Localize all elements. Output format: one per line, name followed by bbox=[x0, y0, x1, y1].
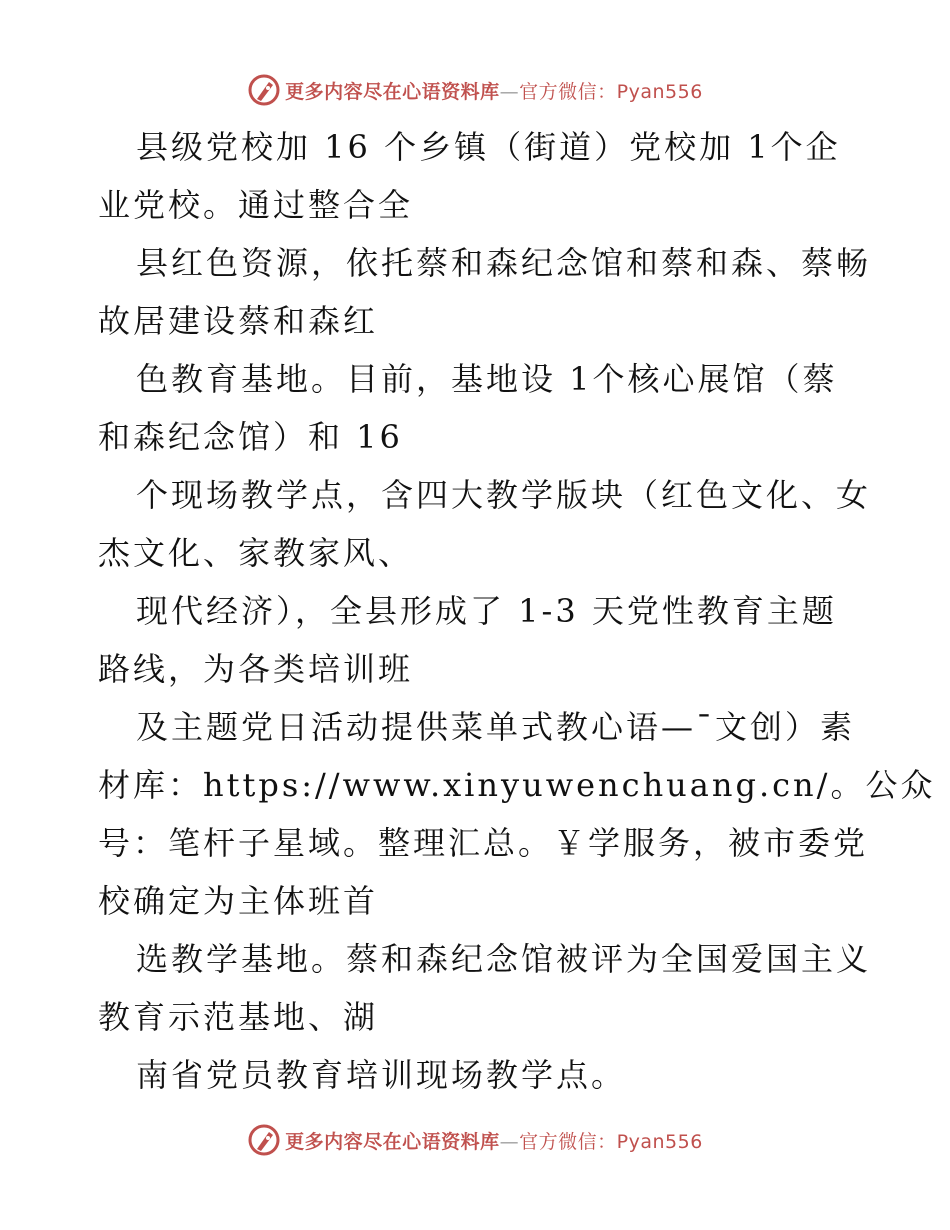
paragraph bbox=[98, 118, 858, 234]
watermark-suffix: 官方微信：Pyan556 bbox=[519, 80, 703, 103]
watermark-separator: — bbox=[499, 1130, 520, 1153]
text-line: 校确定为主体班首 bbox=[98, 882, 379, 920]
watermark-main: 更多内容尽在心语资料库 bbox=[285, 80, 500, 103]
text-line: 县级党校加 16 个乡镇（街道）党校加 1个企 bbox=[136, 128, 841, 166]
watermark-main: 更多内容尽在心语资料库 bbox=[285, 1130, 500, 1153]
text-line: 和森纪念馆）和 16 bbox=[98, 418, 403, 456]
watermark-suffix: 官方微信：Pyan556 bbox=[519, 1130, 703, 1153]
text-line: 选教学基地。蔡和森纪念馆被评为全国爱国主义 bbox=[136, 940, 872, 978]
text-line: 及主题党日活动提供菜单式教心语—¯文创）素 bbox=[136, 708, 856, 746]
text-line: 个现场教学点，含四大教学版块（红色文化、女 bbox=[136, 476, 872, 514]
text-line: 路线，为各类培训班 bbox=[98, 650, 414, 688]
text-line: 色教育基地。目前，基地设 1个核心展馆（蔡 bbox=[136, 360, 838, 398]
text-line: 现代经济），全县形成了 1-3 天党性教育主题 bbox=[136, 592, 837, 630]
text-line: 号：笔杆子星域。整理汇总。￥学服务，被市委党 bbox=[98, 824, 869, 862]
header-watermark bbox=[0, 70, 950, 110]
text-line: 业党校。通过整合全 bbox=[98, 186, 414, 224]
pen-nib-logo-icon bbox=[247, 1123, 281, 1157]
text-line: 县红色资源，依托蔡和森纪念馆和蔡和森、蔡畅 bbox=[136, 244, 872, 282]
text-line: 教育示范基地、湖 bbox=[98, 998, 379, 1036]
footer-watermark bbox=[0, 1120, 950, 1160]
paragraph bbox=[98, 582, 858, 698]
paragraph bbox=[98, 930, 872, 1046]
paragraph bbox=[98, 234, 872, 350]
document-body bbox=[98, 118, 936, 1104]
paragraph bbox=[98, 698, 936, 930]
watermark-text bbox=[285, 1127, 703, 1154]
text-line: 杰文化、家教家风、 bbox=[98, 534, 414, 572]
watermark-separator: — bbox=[499, 80, 520, 103]
paragraph bbox=[98, 350, 858, 466]
paragraph bbox=[98, 1046, 858, 1104]
text-line: 南省党员教育培训现场教学点。 bbox=[136, 1056, 627, 1094]
pen-nib-logo-icon bbox=[247, 73, 281, 107]
text-line-url: 材库：https://www.xinyuwenchuang.cn/。公众 bbox=[98, 766, 936, 804]
watermark-text bbox=[285, 77, 703, 104]
paragraph bbox=[98, 466, 872, 582]
text-line: 故居建设蔡和森红 bbox=[98, 302, 379, 340]
